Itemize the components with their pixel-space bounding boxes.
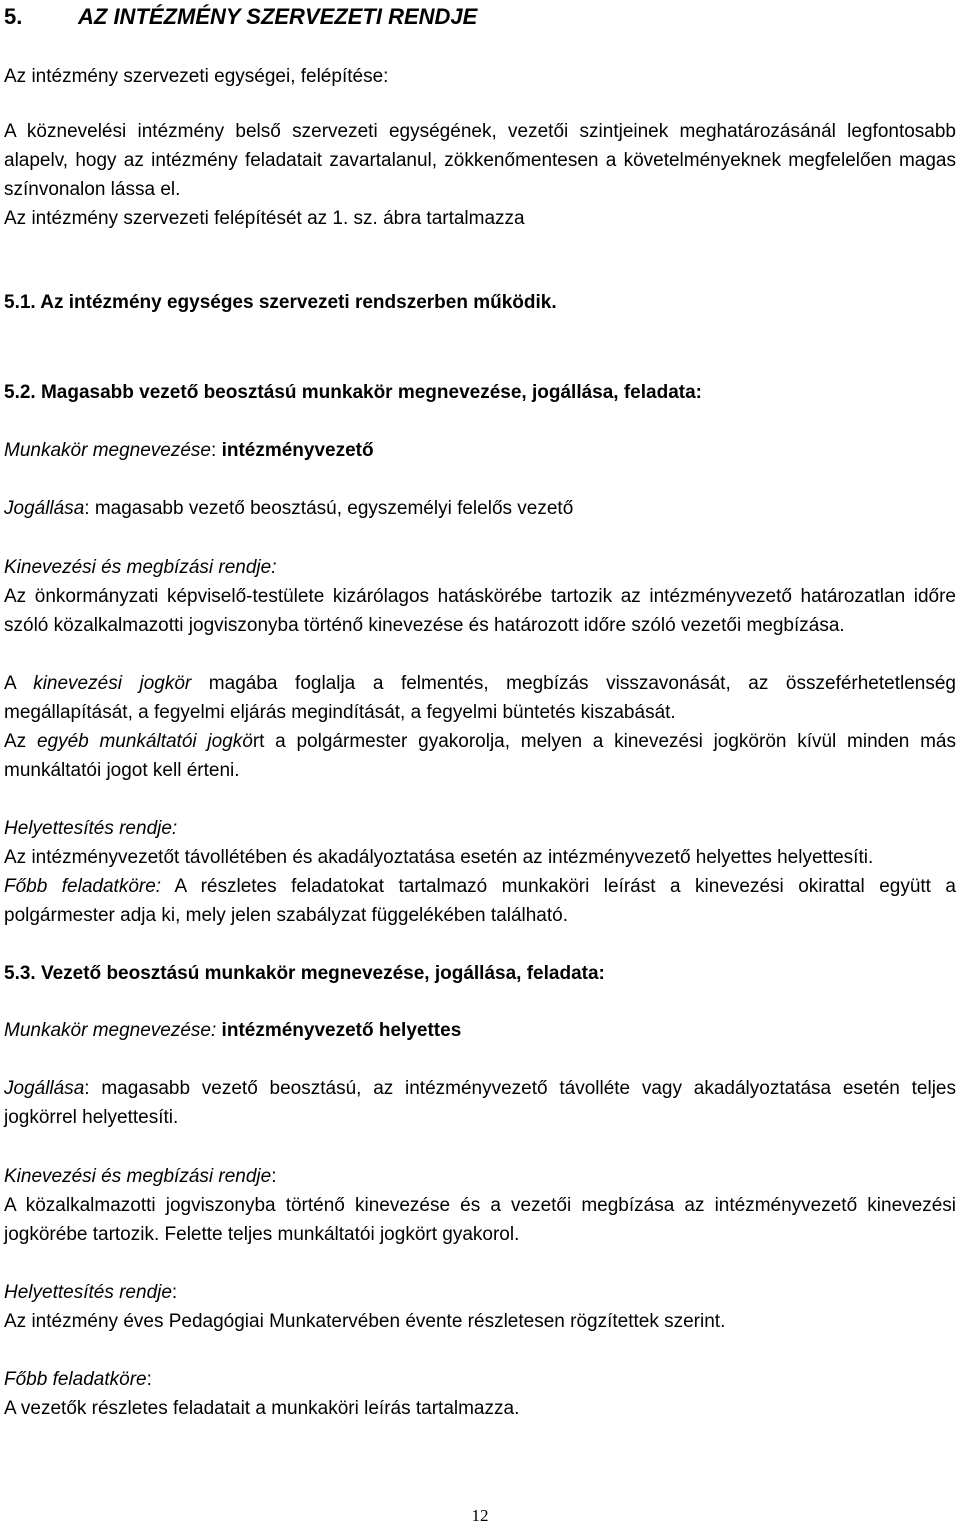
s52-employer-text: rt a polgármester gyakorolja, melyen a kinevezési jogkörön kívül minden más munkáltatói jogot kell érteni.: [4, 731, 956, 781]
s53-substitution-text: Az intézmény éves Pedagógiai Munkatervében évente részletesen rögzítettek szerint.: [4, 1311, 726, 1332]
s53-substitution-label-line: [4, 1278, 956, 1307]
s53-substitution-label: Helyettesítés rendje: [4, 1282, 172, 1303]
intro-paragraph: A köznevelési intézmény belső szervezeti egységének, vezetői szintjeinek meghatározásánál legfontosabb alapelv, hogy az intézmény feladatait zavartalanul, zökkenőmentesen a követelményeknek megfelelően magas színvonalon lássa el.: [4, 121, 956, 200]
s53-role-label: Munkakör megnevezése:: [4, 1020, 217, 1041]
s52-role-value: intézményvezető: [221, 440, 374, 461]
section-5-2-heading: 5.2. Magasabb vezető beosztású munkakör megnevezése, jogállása, feladata:: [4, 382, 702, 403]
s52-status-line: [4, 494, 956, 523]
s52-authority-pre: A: [4, 673, 34, 694]
s52-duties-label: Főbb feladatköre:: [4, 876, 162, 897]
s52-employer-paragraph: [4, 727, 956, 785]
s53-duties-label-line: [4, 1365, 956, 1394]
s53-status-value: : magasabb vezető beosztású, az intézményvezető távolléte vagy akadályoztatása esetén teljes jogkörrel helyettesíti.: [4, 1078, 956, 1128]
s52-status-value: : magasabb vezető beosztású, egyszemélyi felelős vezető: [84, 498, 574, 519]
s52-employer-term: egyéb munkáltatói jogkö: [36, 731, 253, 752]
s52-status-label: Jogállása: [4, 498, 85, 519]
s53-duties-text: A vezetők részletes feladatait a munkaköri leírás tartalmazza.: [4, 1398, 520, 1419]
s53-substitution-colon: :: [171, 1282, 178, 1303]
s53-status-label: Jogállása: [4, 1078, 85, 1099]
s53-appointment-label: Kinevezési és megbízási rendje: [4, 1166, 272, 1187]
section-5-3-heading: 5.3. Vezető beosztású munkakör megnevezése, jogállása, feladata:: [4, 963, 605, 984]
structure-subtitle: Az intézmény szervezeti egységei, felépítése:: [4, 66, 389, 87]
s53-status-paragraph: [4, 1074, 956, 1132]
section-5-1-heading: 5.1. Az intézmény egységes szervezeti rendszerben működik.: [4, 292, 557, 313]
s53-role-value: intézményvezető helyettes: [216, 1020, 462, 1041]
s52-role-sep: :: [211, 440, 222, 461]
page-number: 12: [471, 1506, 489, 1525]
s52-substitution-text: Az intézményvezetőt távollétében és akadályoztatása esetén az intézményvezető helyettes helyettesíti.: [4, 847, 874, 868]
s53-role-line: [4, 1016, 956, 1045]
s53-duties-label: Főbb feladatköre: [4, 1369, 147, 1390]
chapter-title: AZ INTÉZMÉNY SZERVEZETI RENDJE: [78, 4, 478, 29]
figure-reference: Az intézmény szervezeti felépítését az 1. sz. ábra tartalmazza: [4, 208, 525, 229]
s52-authority-paragraph: [4, 669, 956, 727]
chapter-heading: [4, 2, 956, 31]
s52-employer-pre: Az: [4, 731, 37, 752]
s52-duties-paragraph: [4, 872, 956, 930]
s52-duties-text: A részletes feladatokat tartalmazó munkaköri leírást a kinevezési okirattal együtt a polgármester adja ki, mely jelen szabályzat függelékében található.: [4, 876, 956, 926]
s52-authority-text: magába foglalja a felmentés, megbízás visszavonását, az összeférhetetlenség megállapítását, a fegyelmi eljárás megindítását, a fegyelmi büntetés kiszabását.: [4, 673, 956, 723]
s53-appointment-label-line: [4, 1162, 956, 1191]
s52-role-line: [4, 436, 956, 465]
s52-appointment-label: Kinevezési és megbízási rendje:: [4, 557, 277, 578]
s52-role-label: Munkakör megnevezése: [4, 440, 211, 461]
s53-appointment-colon: :: [271, 1166, 277, 1187]
chapter-number: 5.: [4, 4, 23, 29]
s53-appointment-text: A közalkalmazotti jogviszonyba történő kinevezése és a vezetői megbízása az intézményvezető kinevezési jogkörébe tartozik. Felette teljes munkáltatói jogkört gyakorol.: [4, 1195, 956, 1245]
s52-appointment-text: Az önkormányzati képviselő-testülete kizárólagos hatáskörébe tartozik az intézményvezető határozatlan időre szóló közalkalmazotti jogviszonyba történő kinevezése és határozott időre szóló vezetői megbízása.: [4, 586, 956, 636]
s52-substitution-label: Helyettesítés rendje:: [4, 818, 178, 839]
s53-duties-colon: :: [146, 1369, 152, 1390]
s52-authority-term: kinevezési jogkör: [33, 673, 192, 694]
